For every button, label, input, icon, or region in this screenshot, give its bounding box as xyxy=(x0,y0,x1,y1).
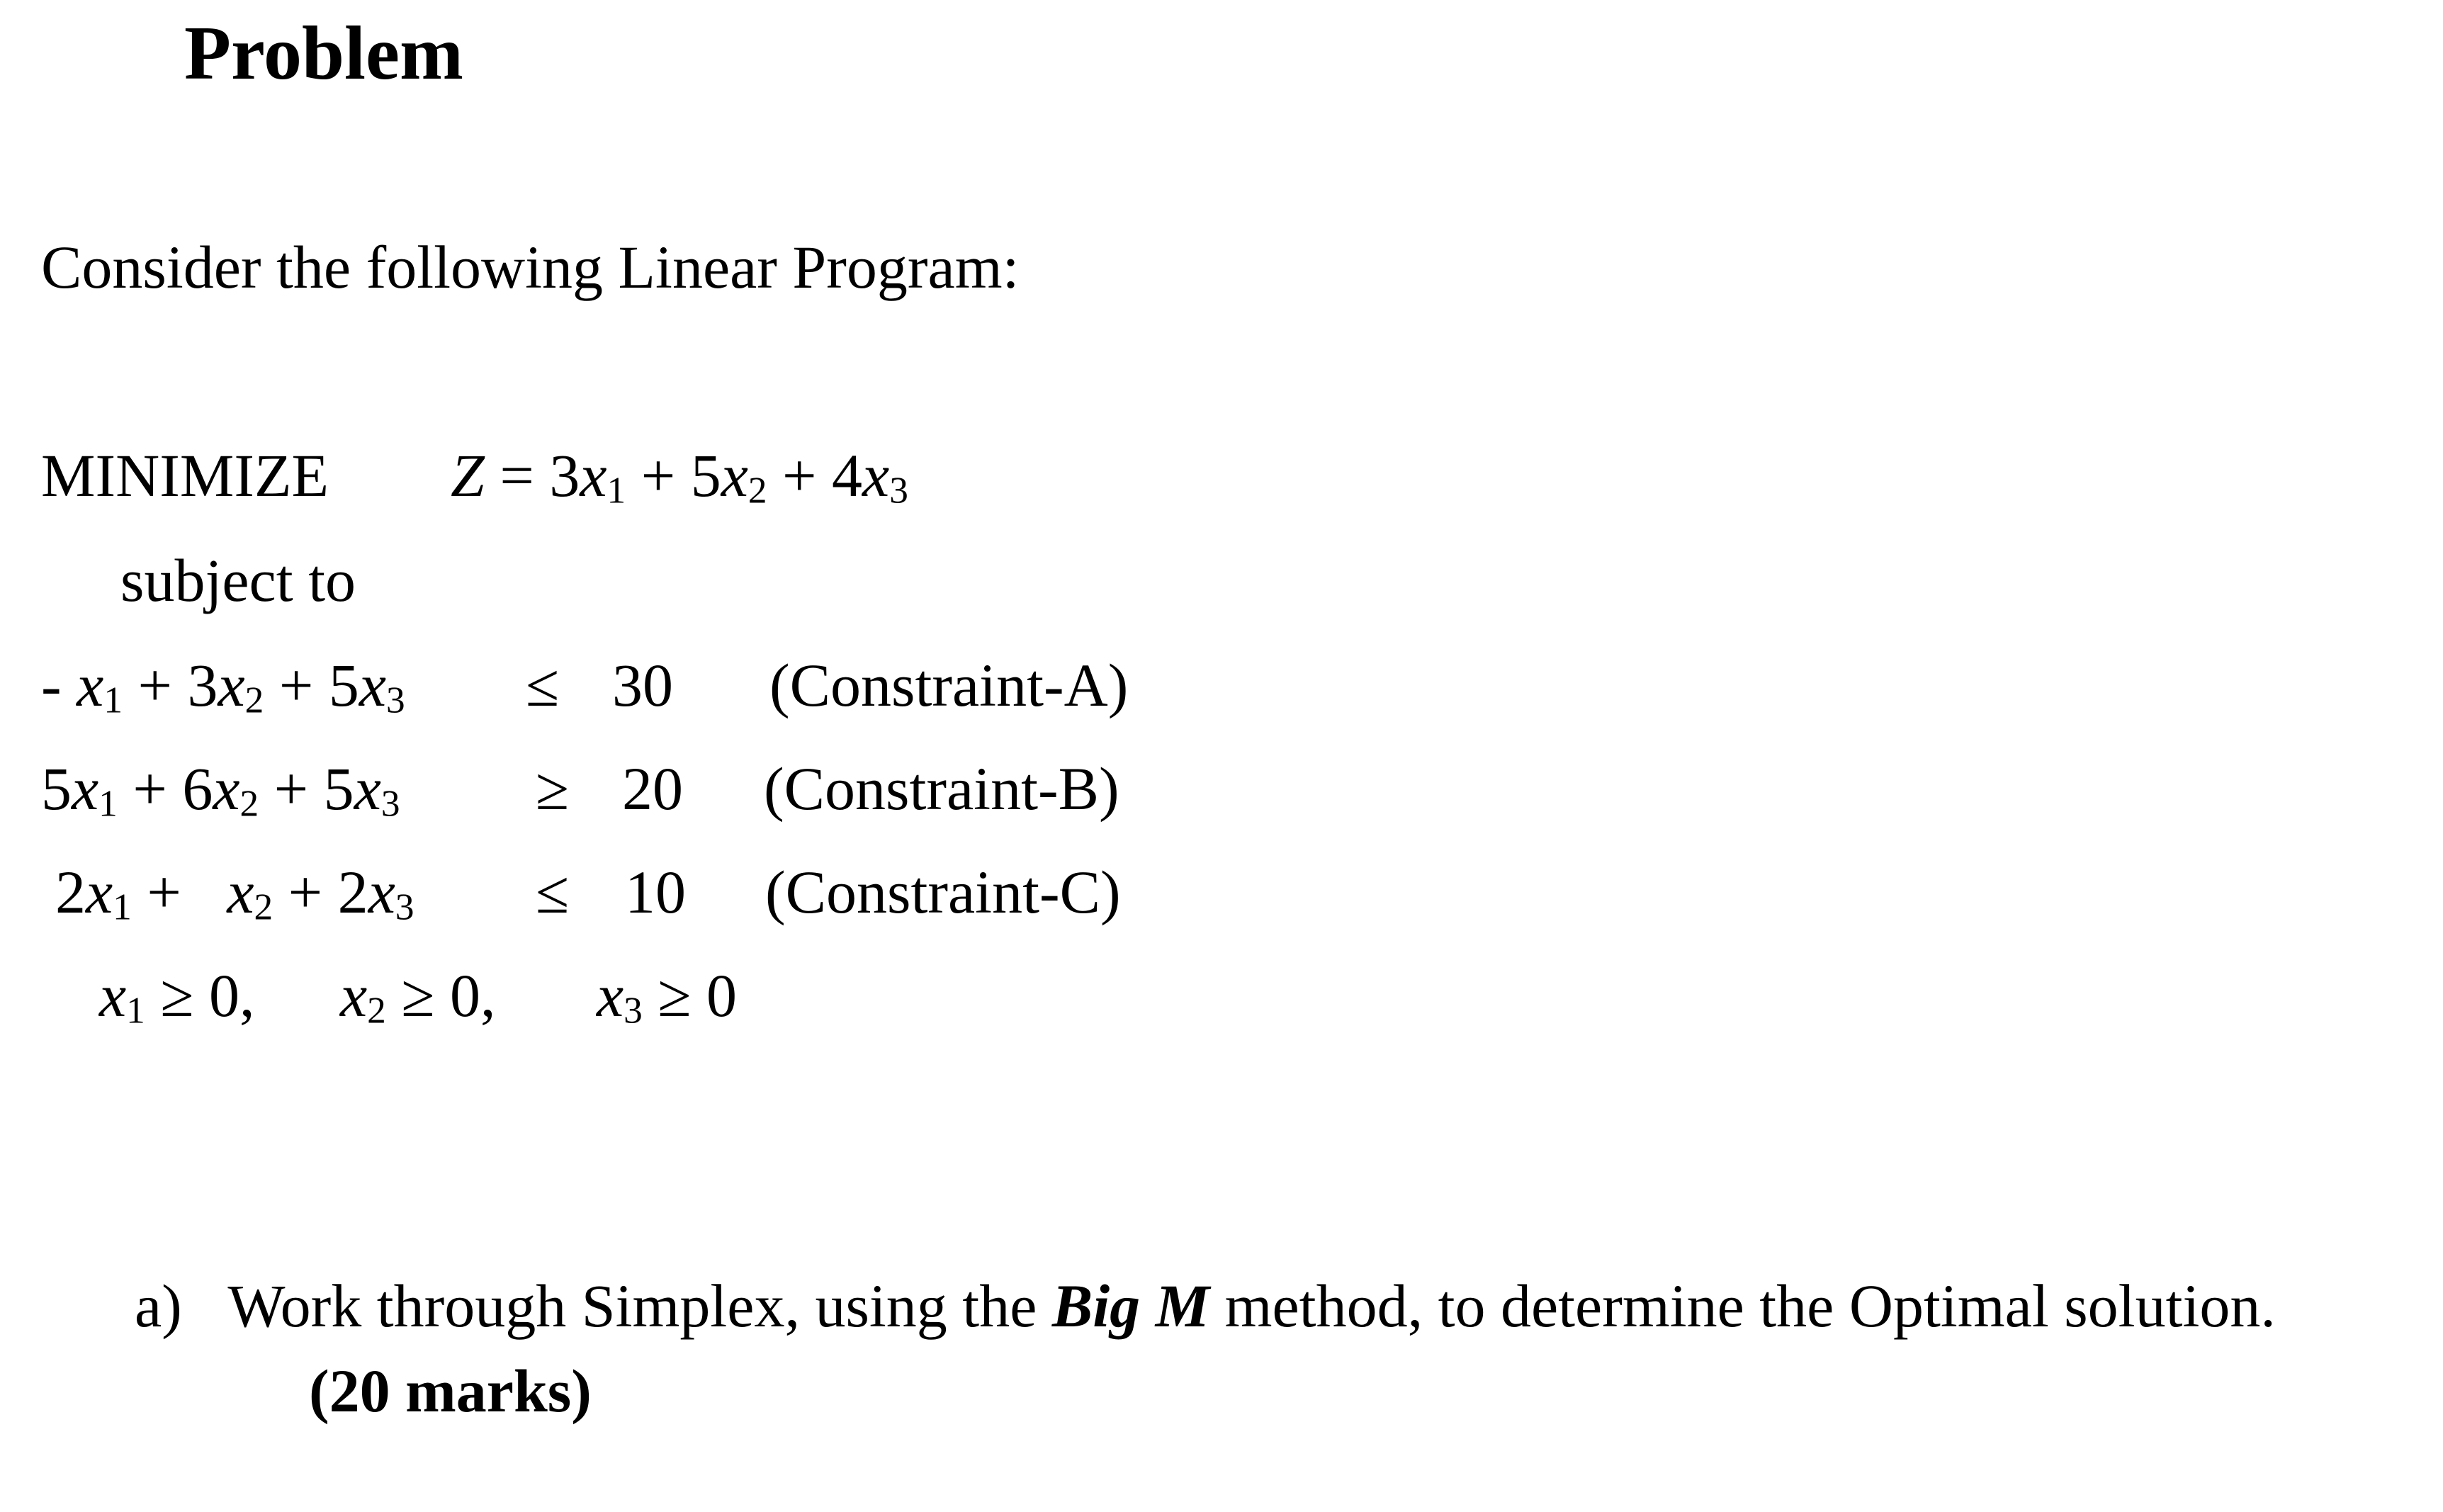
nonneg-x2-var: x xyxy=(340,961,368,1029)
question-a xyxy=(135,1272,2276,1340)
constraint-c-var-2: x xyxy=(227,858,254,926)
question-text-after: method, to determine the Optimal solution. xyxy=(1209,1272,2276,1340)
problem-title: Problem xyxy=(184,11,463,96)
question-text-before: Work through Simplex, using the xyxy=(227,1272,1052,1340)
constraint-a-coef-2: + 3 xyxy=(122,651,218,719)
constraint-b-var-3: x xyxy=(354,755,381,823)
constraint-b-lhs xyxy=(41,755,400,825)
nonneg-x3-sub: 3 xyxy=(624,988,643,1032)
constraint-c-sub-3: 3 xyxy=(395,885,414,928)
constraint-c-coef-2: + xyxy=(131,858,227,926)
constraint-b-relation: ≥ xyxy=(536,755,570,823)
objective-sub-3: 3 xyxy=(889,468,908,512)
objective-plus-1: + 5 xyxy=(626,441,721,509)
constraint-c-relation: ≤ xyxy=(536,858,570,926)
constraint-b-sub-1: 1 xyxy=(98,782,118,825)
constraint-a-prefix: - xyxy=(41,651,77,719)
constraint-b-coef-3: + 5 xyxy=(259,755,354,823)
constraint-b-coef-2: + 6 xyxy=(117,755,213,823)
objective-var-3: x xyxy=(862,441,890,509)
constraint-b-sub-2: 2 xyxy=(239,782,259,825)
constraint-b-coef-1: 5 xyxy=(41,755,72,823)
constraint-b-label: (Constraint-B) xyxy=(764,755,1119,823)
constraint-c-coef-1: 2 xyxy=(55,858,86,926)
objective-sub-2: 2 xyxy=(747,468,767,512)
constraint-a-lhs xyxy=(41,651,405,721)
constraint-b-var-1: x xyxy=(72,755,99,823)
nonneg-x2 xyxy=(340,961,496,1032)
constraint-c-coef-3: + 2 xyxy=(273,858,368,926)
nonneg-x1-sub: 1 xyxy=(126,988,145,1032)
subject-to-label: subject to xyxy=(120,546,356,614)
question-marks: (20 marks) xyxy=(309,1357,592,1425)
nonneg-x2-rest: ≥ 0, xyxy=(385,961,496,1029)
objective-var-1: x xyxy=(580,441,607,509)
constraint-c-lhs xyxy=(55,858,414,928)
objective-plus-2: + 4 xyxy=(767,441,863,509)
constraint-b-rhs: 20 xyxy=(622,755,683,823)
nonneg-x3 xyxy=(597,961,738,1032)
constraint-a-var-1: x xyxy=(77,651,104,719)
question-emphasis: Big M xyxy=(1051,1272,1210,1340)
nonneg-x1-var: x xyxy=(99,961,127,1029)
constraint-c-label: (Constraint-C) xyxy=(765,858,1121,926)
constraint-b-var-2: x xyxy=(213,755,240,823)
constraint-b-sub-3: 3 xyxy=(380,782,400,825)
constraint-c-sub-2: 2 xyxy=(254,885,273,928)
constraint-a-sub-3: 3 xyxy=(386,678,405,721)
constraint-c-var-1: x xyxy=(86,858,113,926)
nonneg-x1 xyxy=(99,961,255,1032)
nonneg-x2-sub: 2 xyxy=(367,988,386,1032)
nonneg-x3-var: x xyxy=(597,961,624,1029)
nonneg-x3-rest: ≥ 0 xyxy=(642,961,738,1029)
constraint-a-coef-3: + 5 xyxy=(264,651,359,719)
intro-text: Consider the following Linear Program: xyxy=(41,233,1020,301)
constraint-a-var-2: x xyxy=(218,651,245,719)
constraint-a-var-3: x xyxy=(359,651,386,719)
constraint-a-rhs: 30 xyxy=(612,651,673,719)
constraint-a-relation: ≤ xyxy=(526,651,560,719)
constraint-c-rhs: 10 xyxy=(625,858,686,926)
objective-z: Z xyxy=(451,441,485,509)
question-label: a) xyxy=(135,1272,182,1340)
constraint-a-sub-1: 1 xyxy=(103,678,123,721)
objective-eq: = 3 xyxy=(484,441,580,509)
objective-sense: MINIMIZE xyxy=(41,441,329,509)
constraint-a-label: (Constraint-A) xyxy=(769,651,1129,719)
constraint-a-sub-2: 2 xyxy=(244,678,264,721)
nonneg-x1-rest: ≥ 0, xyxy=(145,961,255,1029)
objective-sub-1: 1 xyxy=(606,468,626,512)
constraint-c-sub-1: 1 xyxy=(113,885,132,928)
constraint-c-var-3: x xyxy=(368,858,395,926)
objective-function xyxy=(451,441,908,512)
objective-var-2: x xyxy=(721,441,748,509)
